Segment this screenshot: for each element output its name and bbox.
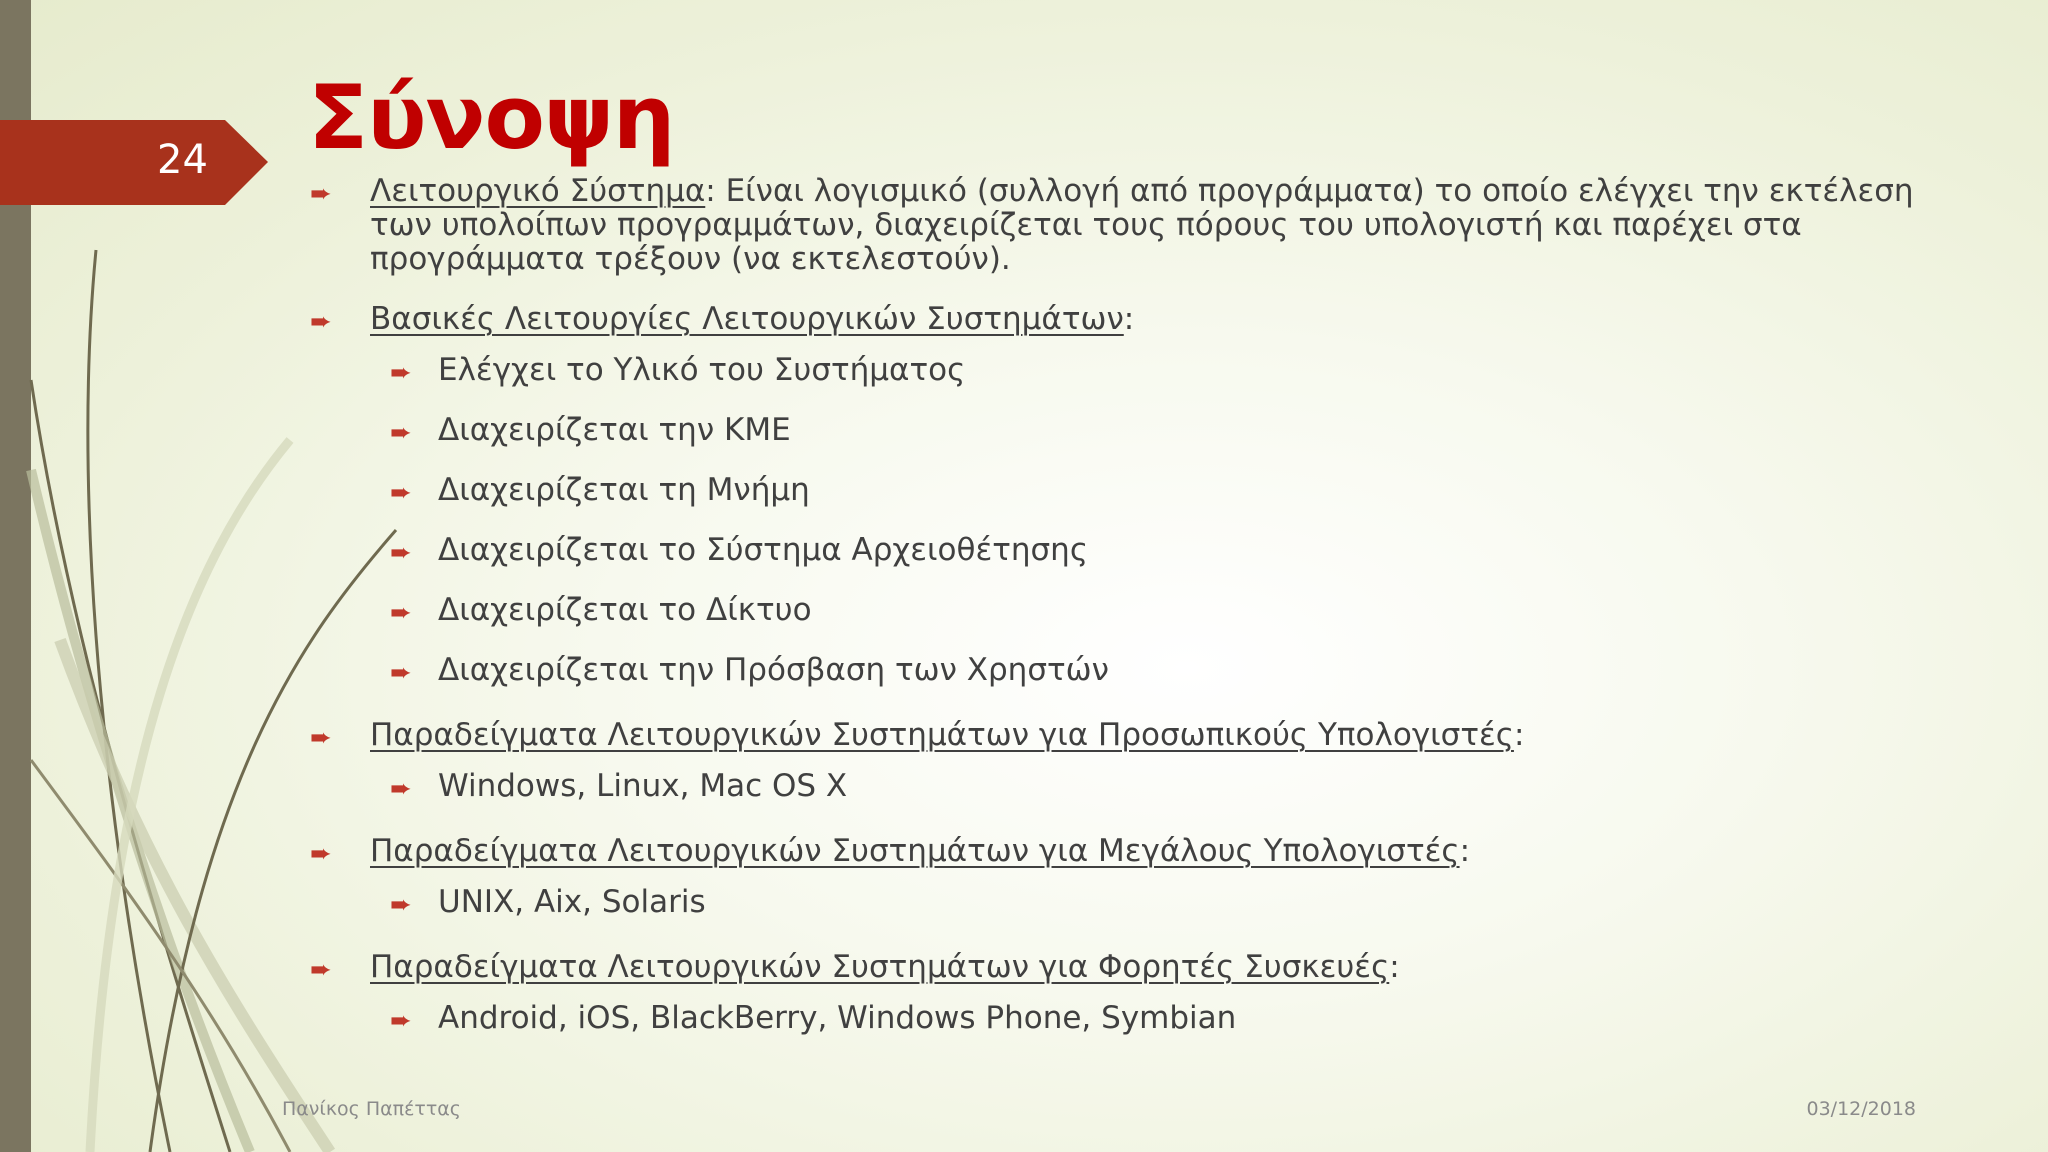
bullet-term: Παραδείγματα Λειτουργικών Συστημάτων για Μεγάλους Υπολογιστές	[370, 833, 1460, 869]
bullet-text: :	[1513, 717, 1525, 753]
slide-title: Σύνοψη	[308, 66, 675, 169]
arrow-bullet-icon: ➨	[310, 307, 332, 337]
sub-bullet-item	[310, 768, 1950, 804]
arrow-bullet-icon: ➨	[390, 890, 412, 920]
arrow-bullet-icon: ➨	[390, 598, 412, 628]
bullet-term: Βασικές Λειτουργίες Λειτουργικών Συστημάτων	[370, 301, 1124, 337]
sub-bullet-text: UNIX, Aix, Solaris	[438, 884, 706, 920]
arrow-bullet-icon: ➨	[390, 658, 412, 688]
arrow-bullet-icon: ➨	[310, 839, 332, 869]
arrow-bullet-icon: ➨	[390, 774, 412, 804]
arrow-bullet-icon: ➨	[310, 179, 332, 209]
sub-bullet-text: Διαχειρίζεται το Σύστημα Αρχειοθέτησης	[438, 532, 1089, 568]
slide-content	[310, 174, 1950, 1036]
sub-bullet-text: Ελέγχει το Υλικό του Συστήματος	[438, 352, 966, 388]
sub-bullet-item	[310, 592, 1950, 628]
sub-bullet-text: Διαχειρίζεται το Δίκτυο	[438, 592, 812, 628]
bullet-item	[310, 950, 1950, 984]
sub-bullet-item	[310, 1000, 1950, 1036]
bullet-term: Λειτουργικό Σύστημα	[370, 173, 706, 209]
arrow-bullet-icon: ➨	[390, 1006, 412, 1036]
bullet-item	[310, 302, 1950, 336]
sub-bullet-text: Διαχειρίζεται την ΚΜΕ	[438, 412, 791, 448]
sub-bullet-text: Διαχειρίζεται τη Μνήμη	[438, 472, 810, 508]
bullet-text: :	[1123, 301, 1135, 337]
bullet-item	[310, 718, 1950, 752]
arrow-bullet-icon: ➨	[390, 478, 412, 508]
arrow-bullet-icon: ➨	[310, 723, 332, 753]
arrow-bullet-icon: ➨	[310, 955, 332, 985]
sub-bullet-item	[310, 472, 1950, 508]
slide-number-tab	[0, 120, 268, 205]
sub-bullet-text: Android, iOS, BlackBerry, Windows Phone, Symbian	[438, 1000, 1237, 1036]
sub-bullet-item	[310, 352, 1950, 388]
sub-bullet-item	[310, 652, 1950, 688]
arrow-bullet-icon: ➨	[390, 538, 412, 568]
sub-bullet-item	[310, 532, 1950, 568]
arrow-bullet-icon: ➨	[390, 418, 412, 448]
sub-bullet-item	[310, 412, 1950, 448]
slide-number: 24	[157, 137, 208, 183]
bullet-term: Παραδείγματα Λειτουργικών Συστημάτων για Φορητές Συσκευές	[370, 949, 1390, 985]
arrow-bullet-icon: ➨	[390, 358, 412, 388]
bullet-item	[310, 174, 1950, 276]
bullet-text: :	[1389, 949, 1400, 985]
bullet-text: :	[1459, 833, 1471, 869]
sub-bullet-text: Windows, Linux, Mac OS X	[438, 768, 848, 804]
bullet-term: Παραδείγματα Λειτουργικών Συστημάτων για Προσωπικούς Υπολογιστές	[370, 717, 1514, 753]
footer-author: Πανίκος Παπέττας	[282, 1098, 461, 1120]
bullet-item	[310, 834, 1950, 868]
sub-bullet-text: Διαχειρίζεται την Πρόσβαση των Χρηστών	[438, 652, 1109, 688]
bullet-text: : Είναι λογισμικό (συλλογή από προγράμματα) το οποίο ελέγχει την εκτέλεση των υπολοίπων προγραμμάτων, διαχειρίζεται τους πόρους του υπολογιστή και παρέχει στα προγράμματα τρέξουν (να εκτελεστούν).	[370, 173, 1914, 277]
footer-date: 03/12/2018	[1806, 1098, 1916, 1120]
sub-bullet-item	[310, 884, 1950, 920]
